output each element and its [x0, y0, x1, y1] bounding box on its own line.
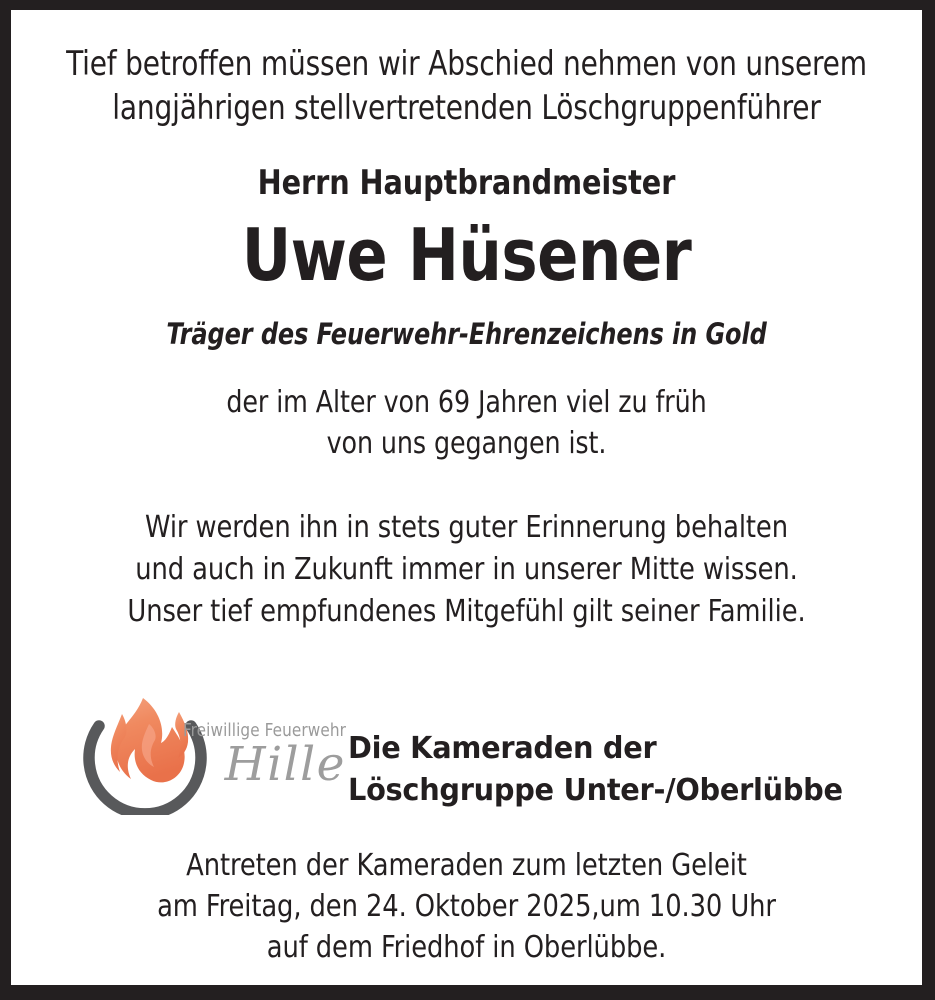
memory-line-3: Unser tief empfundenes Mitgefühl gilt seiner Familie.	[127, 594, 806, 629]
honour-line: Träger des Feuerwehr-Ehrenzeichens in Gold	[166, 317, 767, 351]
notice-inner-area	[11, 10, 922, 985]
sender-block	[348, 728, 863, 812]
funeral-details	[11, 845, 922, 968]
logo-place-name: Hille	[224, 737, 346, 792]
deceased-name: Uwe Hüsener	[241, 213, 692, 297]
signature-row	[11, 686, 922, 826]
memory-paragraph	[11, 507, 922, 633]
salutation-line: Herrn Hauptbrandmeister	[257, 163, 676, 203]
intro-line-2: langjährigen stellvertretenden Löschgruppenführer	[112, 88, 821, 127]
sender-line-1: Die Kameraden der	[348, 731, 657, 766]
passing-line-2: von uns gegangen ist.	[326, 426, 607, 461]
logo-wordmark	[171, 722, 346, 790]
passing-line-1: der im Alter von 69 Jahren viel zu früh	[226, 385, 707, 420]
intro-paragraph	[11, 42, 922, 130]
funeral-line-3: auf dem Friedhof in Oberlübbe.	[266, 930, 667, 965]
logo-org-name: Freiwillige Feuerwehr	[182, 721, 346, 741]
intro-line-1: Tief betroffen müssen wir Abschied nehmen von unserem	[66, 44, 867, 83]
memory-line-1: Wir werden ihn in stets guter Erinnerung behalten	[145, 510, 788, 545]
memory-line-2: und auch in Zukunft immer in unserer Mitte wissen.	[135, 552, 798, 587]
passing-paragraph	[11, 382, 922, 464]
funeral-line-1: Antreten der Kameraden zum letzten Geleit	[186, 848, 747, 883]
funeral-line-2: am Freitag, den 24. Oktober 2025,um 10.30 Uhr	[157, 889, 776, 924]
sender-line-2: Löschgruppe Unter-/Oberlübbe	[348, 773, 843, 808]
